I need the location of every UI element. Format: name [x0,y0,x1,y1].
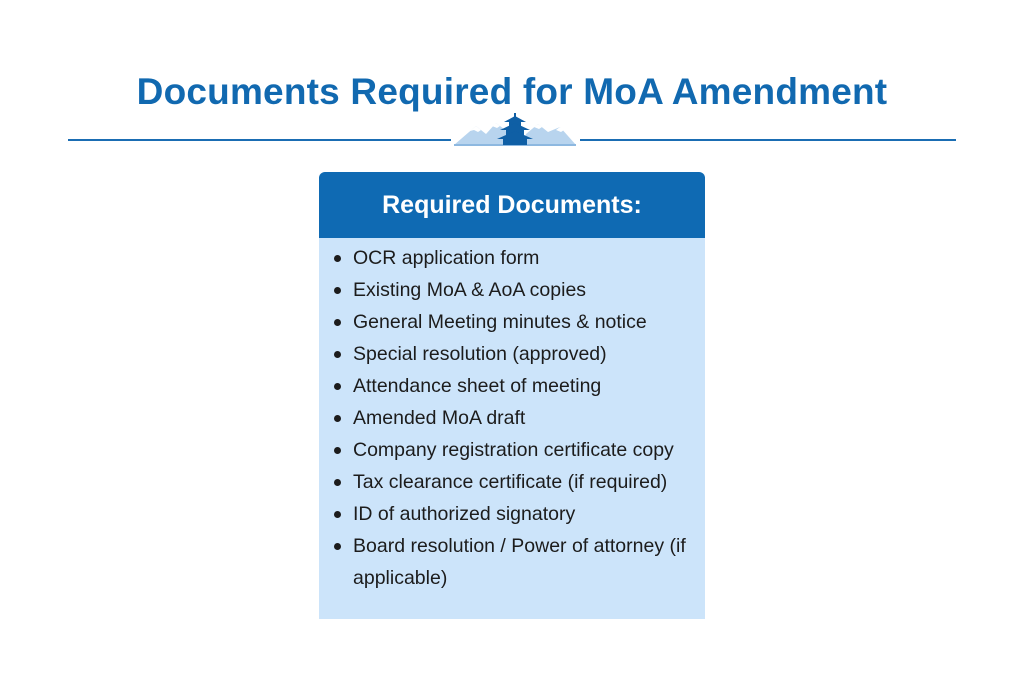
documents-list [319,238,705,594]
list-item-text: Board resolution / Power of attorney (if applicable) [353,535,686,589]
page-title: Documents Required for MoA Amendment [136,71,888,112]
list-item-text: General Meeting minutes & notice [353,311,647,333]
required-documents-card [319,172,705,619]
bullet-icon [334,383,341,390]
list-item [319,370,705,402]
bullet-icon [334,511,341,518]
title-divider-left [68,139,451,141]
list-item-text: Tax clearance certificate (if required) [353,471,668,493]
list-item-text: Attendance sheet of meeting [353,375,602,397]
bullet-icon [334,479,341,486]
list-item [319,242,705,274]
list-item-text: OCR application form [353,247,540,269]
bullet-icon [334,255,341,262]
list-item-text: Company registration certificate copy [353,439,674,461]
title-divider-right [580,139,956,141]
list-item [319,466,705,498]
bullet-icon [334,319,341,326]
card-heading: Required Documents: [382,190,642,219]
bullet-icon [334,415,341,422]
bullet-icon [334,351,341,358]
list-item-text: Amended MoA draft [353,407,526,429]
bullet-icon [334,287,341,294]
list-item [319,338,705,370]
list-item [319,274,705,306]
list-item [319,306,705,338]
card-header [319,172,705,238]
bullet-icon [334,447,341,454]
list-item-text: Existing MoA & AoA copies [353,279,587,301]
list-item-text: Special resolution (approved) [353,343,607,365]
list-item [319,498,705,530]
list-item [319,530,705,594]
list-item-text: ID of authorized signatory [353,503,576,525]
list-item [319,434,705,466]
list-item [319,402,705,434]
mountain-pagoda-icon [452,112,578,148]
bullet-icon [334,543,341,550]
